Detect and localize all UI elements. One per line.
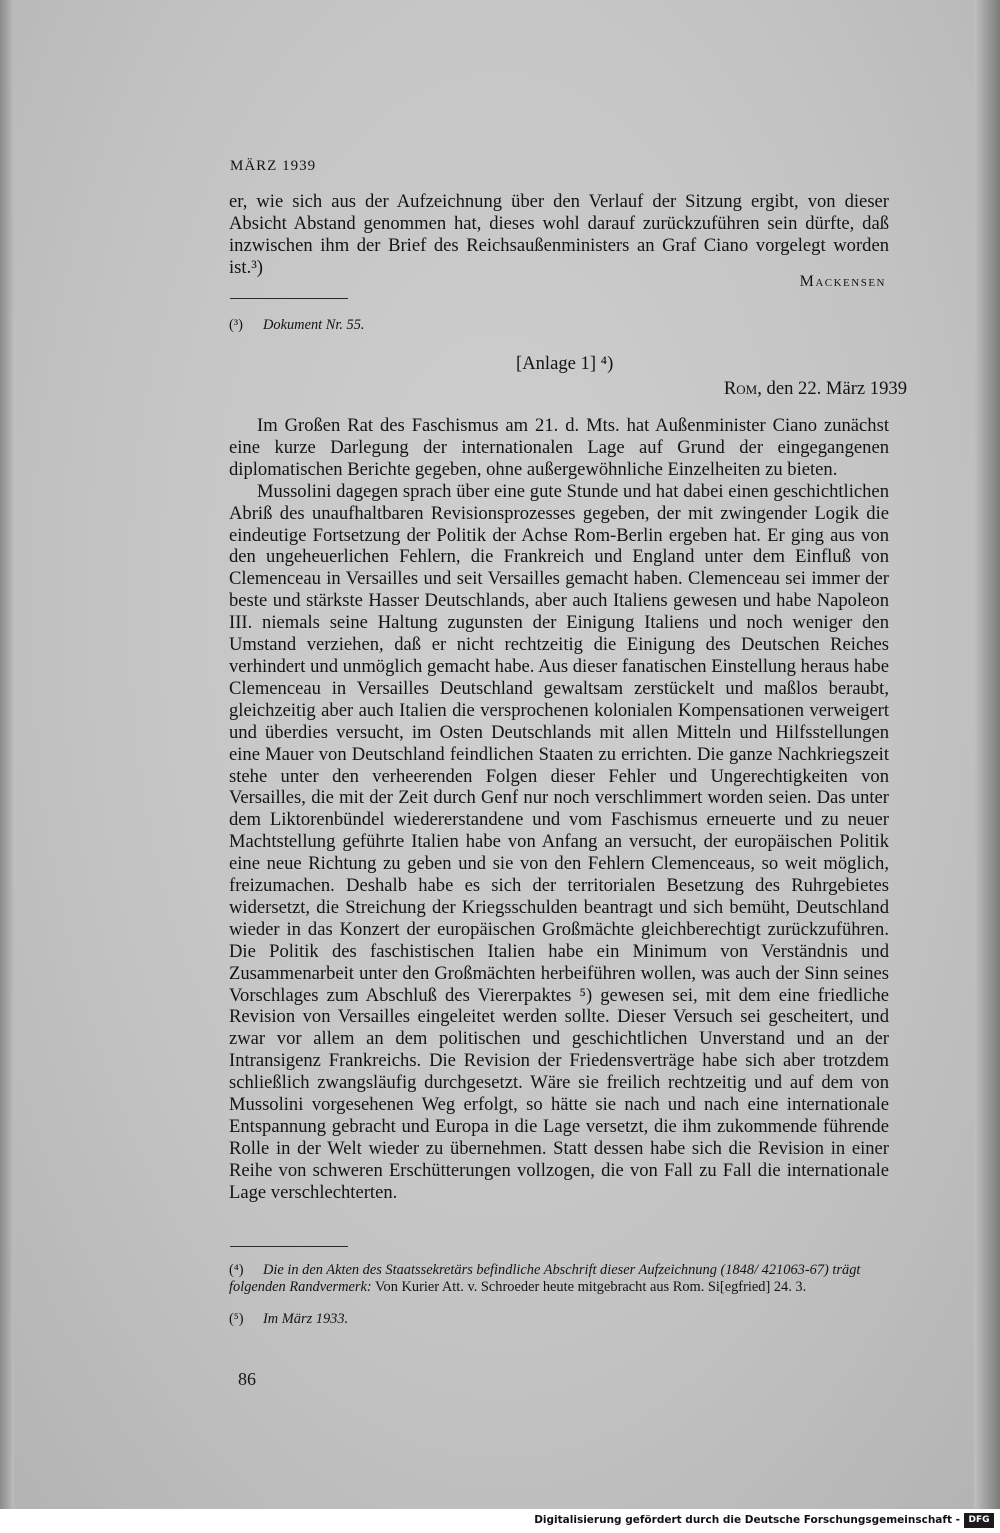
- digitization-footer: [0, 1509, 1000, 1533]
- footnote-4-italic: Die in den Akten des Staatssekretärs befindliche Abschrift dieser Aufzeichnung (1848/ 421063-67) trägt folgenden Randvermerk:: [229, 1262, 861, 1296]
- footer-credit: Digitalisierung gefördert durch die Deutsche Forschungsgemeinschaft -: [534, 1514, 960, 1526]
- continuation-paragraph: er, wie sich aus der Aufzeichnung über den Verlauf der Sitzung ergibt, von dieser Absicht Abstand genommen hat, dieses wohl darauf zurückzuführen sein dürfte, daß inzwischen ihm der Brief des Reichsaußenministers an Graf Ciano vorgelegt worden ist.³): [229, 191, 889, 278]
- footnote-4: [229, 1262, 893, 1297]
- footnote-rule-2: [230, 1246, 348, 1247]
- place-date: , den 22. März 1939: [757, 378, 907, 399]
- main-paragraph-2: Mussolini dagegen sprach über eine gute Stunde und hat dabei einen geschichtlichen Abriß des unaufhaltbaren Revisionsprozesses gegeben, der mit zwingender Logik die eindeutige Fortsetzung der Politik der Achse Rom-Berlin ergeben hat. Er ging aus von den ungeheuerlichen Fehlern, die Frankreich und England unter dem Einfluß von Clemenceau in Versailles und seit Versailles gemacht haben. Clemenceau sei immer der beste und stärkste Hasser Deutschlands, aber auch Italiens gewesen und habe Napoleon III. niemals seine Haltung zugunsten der Einigung Italiens und noch weniger den Umstand verziehen, daß er nicht rechtzeitig die Einigung des Deutschen Reiches verhindert und unmöglich gemacht habe. Aus dieser fanatischen Einstellung heraus habe Clemenceau in Versailles Deutschland gewaltsam zerstückelt und maßlos beraubt, gleichzeitig aber auch Italien die versprochenen kolonialen Kompensationen verweigert und überdies versucht, im Osten Deutschlands mit allen Mitteln und Hilfsstellungen eine Mauer von Deutschland feindlichen Staaten zu errichten. Die ganze Nachkriegszeit stehe unter den verheerenden Folgen dieser Fehler und Ungerechtigkeiten von Versailles, die mit der Zeit durch Genf nur noch verschlimmert worden seien. Das unter dem Liktorenbündel wiedererstandene und vom Faschismus erneuerte und zu neuer Machtstellung geführte Italien habe von Anfang an versucht, der europäischen Politik eine neue Richtung zu geben und sie von den Fehlern Clemenceaus, so weit möglich, freizumachen. Deshalb habe es sich der territorialen Besetzung des Ruhrgebietes widersetzt, die Streichung der Kriegsschulden beantragt und sich bemüht, Deutschland wieder in das Konzert der europäischen Großmächte gleichberechtigt zurückzuführen. Die Politik des faschistischen Italien habe ein Minimum von Verständnis und Zusammenarbeit unter den Großmächten herbeiführen wollen, was auch der Sinn seines Vorschlages zum Abschluß des Viererpaktes ⁵) gewesen sei, mit dem eine friedliche Revision von Versailles eingeleitet werden sollte. Dieser Versuch sei gescheitert, und zwar vor allem an dem politischen und geschichtlichen Unverstand und an der Intransigenz Frankreichs. Die Revision der Friedensverträge habe sich aber trotzdem schließlich zwangsläufig durchgesetzt. Wäre sie freilich rechtzeitig und auf dem von Mussolini vorgesehenen Weg erfolgt, so hätte sie nach und nach eine internationale Entspannung gebracht und Europa in die Lage versetzt, die ihm zukommende führende Rolle in der Welt wieder zu übernehmen. Statt dessen habe sich die Revision in einer Reihe von schweren Erschütterungen vollzogen, die von Fall zu Fall die internationale Lage verschlechterten.: [229, 480, 889, 1203]
- footnote-4-number: (⁴): [229, 1262, 244, 1278]
- main-text: [229, 415, 889, 1204]
- main-paragraph-1: Im Großen Rat des Faschismus am 21. d. Mts. hat Außenminister Ciano zunächst eine kurze Darlegung der internationalen Lage auf Grund der eingegangenen diplomatischen Berichte gegeben, ohne außergewöhnliche Einzelheiten zu bieten.: [229, 415, 889, 480]
- footnote-3-text: Dokument Nr. 55.: [263, 317, 365, 333]
- dfg-logo-icon: DFG: [964, 1513, 994, 1528]
- signature: Mackensen: [799, 273, 886, 290]
- footnote-rule: [230, 298, 348, 299]
- page-number: 86: [238, 1369, 256, 1389]
- running-header: MÄRZ 1939: [230, 158, 317, 174]
- footnote-5-number: (⁵): [229, 1311, 244, 1327]
- annex-heading: [Anlage 1] ⁴): [516, 353, 614, 374]
- place-city: Rom: [723, 378, 758, 399]
- footnote-3: [229, 317, 893, 334]
- footnote-5: [229, 1311, 893, 1328]
- place-date-line: [724, 378, 907, 400]
- footnote-4-roman: Von Kurier Att. v. Schroeder heute mitgebracht aus Rom. Si[egfried] 24. 3.: [371, 1279, 807, 1296]
- page-edge-left: [0, 0, 14, 1509]
- page-edge-right: [974, 0, 1000, 1509]
- footnote-5-text: Im März 1933.: [263, 1311, 349, 1327]
- footnote-3-number: (³): [229, 317, 243, 333]
